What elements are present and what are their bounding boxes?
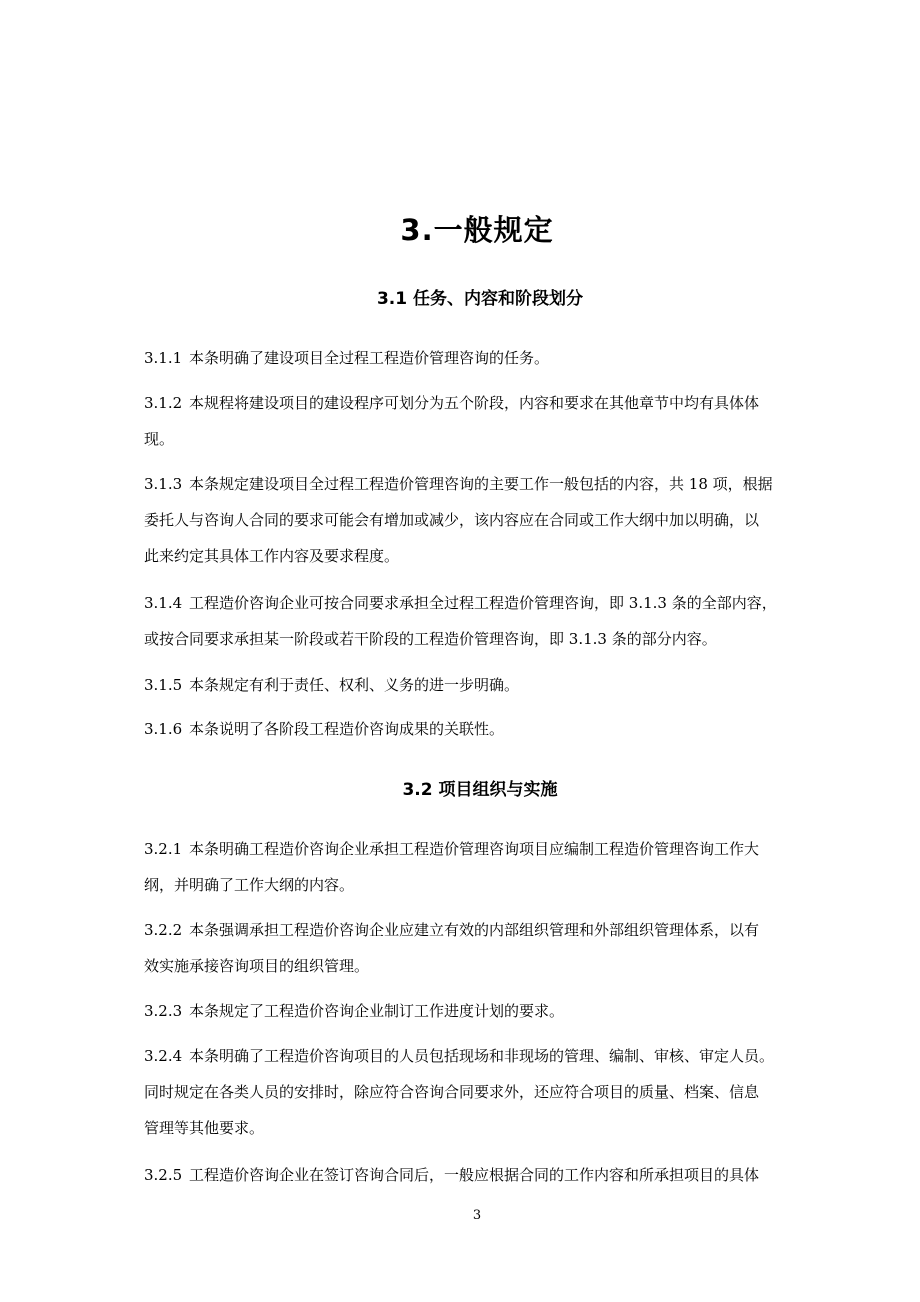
chapter-title: 3.一般规定 [400, 213, 554, 247]
clause-text-line: 本规程将建设项目的建设程序可划分为五个阶段，内容和要求在其他章节中均有具体体 [189, 394, 760, 412]
clause-number: 3.1.4 [144, 594, 183, 612]
clause-3-1-2 [144, 385, 824, 457]
clause-text-line: 本条强调承担工程造价咨询企业应建立有效的内部组织管理和外部组织管理体系，以有 [189, 921, 760, 939]
clause-number: 3.1.6 [144, 720, 183, 738]
clause-text-line: 本条规定建设项目全过程工程造价管理咨询的主要工作一般包括的内容，共 18 项，根据 [189, 475, 773, 493]
clause-text-line: 或按合同要求承担某一阶段或若干阶段的工程造价管理咨询，即 3.1.3 条的部分内容。 [144, 630, 717, 648]
clause-3-2-2 [144, 912, 824, 984]
clause-number: 3.2.5 [144, 1166, 183, 1184]
clause-text-line: 同时规定在各类人员的安排时，除应符合咨询合同要求外，还应符合项目的质量、档案、信息 [144, 1083, 760, 1101]
clause-number: 3.1.5 [144, 676, 183, 694]
clause-text-line: 本条规定了工程造价咨询企业制订工作进度计划的要求。 [189, 1002, 565, 1020]
clause-number: 3.2.4 [144, 1047, 183, 1065]
clause-text-line: 本条明确了工程造价咨询项目的人员包括现场和非现场的管理、编制、审核、审定人员。 [189, 1047, 775, 1065]
clause-3-1-6 [144, 711, 824, 747]
clause-text-line: 本条明确工程造价咨询企业承担工程造价管理咨询项目应编制工程造价管理咨询工作大 [189, 840, 760, 858]
clause-text-line: 此来约定其具体工作内容及要求程度。 [144, 547, 400, 565]
clause-number: 3.2.3 [144, 1002, 183, 1020]
clause-number: 3.1.1 [144, 349, 183, 367]
clause-text-line: 本条明确了建设项目全过程工程造价管理咨询的任务。 [189, 349, 550, 367]
clause-3-2-3 [144, 993, 824, 1029]
clause-text-line: 本条说明了各阶段工程造价咨询成果的关联性。 [189, 720, 505, 738]
page-number: 3 [472, 1208, 482, 1223]
clause-text-line: 纲，并明确了工作大纲的内容。 [144, 876, 355, 894]
clause-number: 3.1.3 [144, 475, 183, 493]
clause-text-line: 委托人与咨询人合同的要求可能会有增加或减少，该内容应在合同或工作大纲中加以明确，以 [144, 511, 760, 529]
clause-number: 3.1.2 [144, 394, 183, 412]
clause-number: 3.2.2 [144, 921, 183, 939]
section-title-3-1: 3.1 任务、内容和阶段划分 [376, 289, 584, 309]
clause-text-line: 工程造价咨询企业在签订咨询合同后，一般应根据合同的工作内容和所承担项目的具体 [189, 1166, 760, 1184]
clause-3-2-5 [144, 1157, 824, 1193]
clause-text-line: 效实施承接咨询项目的组织管理。 [144, 957, 370, 975]
clause-3-1-1 [144, 340, 824, 376]
clause-3-2-4 [144, 1038, 824, 1146]
clause-text-line: 工程造价咨询企业可按合同要求承担全过程工程造价管理咨询，即 3.1.3 条的全部内容， [189, 594, 777, 612]
clause-3-1-5 [144, 667, 824, 703]
clause-text-line: 现。 [144, 430, 175, 448]
clause-number: 3.2.1 [144, 840, 183, 858]
section-title-3-2: 3.2 项目组织与实施 [402, 780, 558, 800]
clause-text-line: 本条规定有利于责任、权利、义务的进一步明确。 [189, 676, 520, 694]
clause-3-2-1 [144, 831, 824, 903]
clause-text-line: 管理等其他要求。 [144, 1119, 265, 1137]
clause-3-1-4 [144, 585, 824, 657]
clause-3-1-3 [144, 466, 824, 574]
